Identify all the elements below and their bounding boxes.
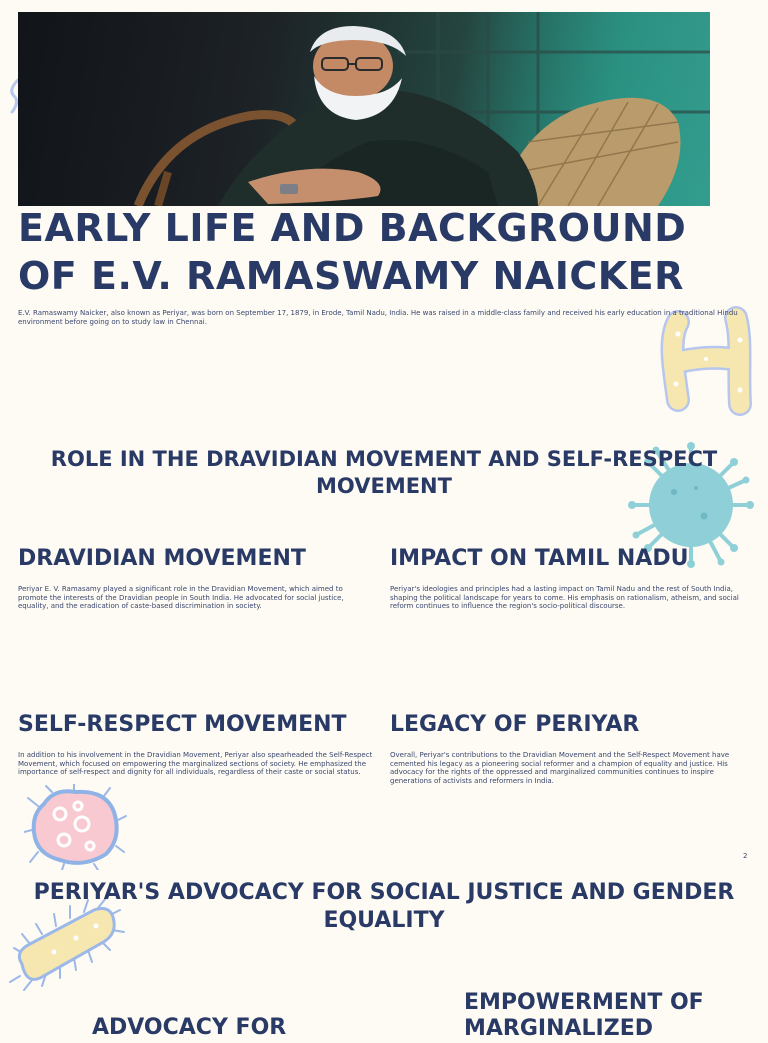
text-legacy-of-periyar: Overall, Periyar's contributions to the Dravidian Movement and the Self-Respect Movement have cemented his legacy as a pioneering social reformer and a champion of equality and justice. His advocacy for the rights of the oppressed and marginalized communities continues to inspire generations of activists and reformers in India. (390, 751, 730, 785)
heading-empowerment-of: EMPOWERMENT OF (464, 990, 704, 1015)
heading-self-respect-movement: SELF-RESPECT MOVEMENT (18, 712, 347, 737)
page-number: 2 (743, 852, 748, 860)
heading-impact-on-tamil-nadu: IMPACT ON TAMIL NADU (390, 546, 689, 571)
text-self-respect-movement: In addition to his involvement in the Dravidian Movement, Periyar also spearheaded the Self-Respect Movement, which focused on empowering the marginalized sections of society. He emphasized the importance of self-respect and dignity for all individuals, regardless of their caste or social status. (18, 751, 373, 776)
portrait-photo-icon (18, 12, 710, 206)
hero-portrait-image (18, 12, 710, 206)
slide-title-early-life: EARLY LIFE AND BACKGROUND OF E.V. RAMASWAMY NAICKER (18, 206, 687, 298)
heading-advocacy-for: ADVOCACY FOR (92, 1015, 287, 1040)
slide-title-dravidian-role: ROLE IN THE DRAVIDIAN MOVEMENT AND SELF-RESPECT MOVEMENT (50, 447, 718, 498)
slide-title-social-justice: PERIYAR'S ADVOCACY FOR SOCIAL JUSTICE AND GENDER EQUALITY (33, 880, 735, 933)
text-dravidian-movement: Periyar E. V. Ramasamy played a significant role in the Dravidian Movement, which aimed to promote the interests of the Dravidian people in South India. He advocated for social justice, equality, and the eradication of caste-based discrimination in society. (18, 585, 344, 610)
heading-dravidian-movement: DRAVIDIAN MOVEMENT (18, 546, 306, 571)
early-life-body-text: E.V. Ramaswamy Naicker, also known as Periyar, was born on September 17, 1879, in Erode, Tamil Nadu, India. He was raised in a middle-class family and received his early education in a traditional Hindu environment before going on to study law in Chennai. (18, 309, 738, 326)
text-impact-on-tamil-nadu: Periyar's ideologies and principles had a lasting impact on Tamil Nadu and the rest of South India, shaping the political landscape for years to come. His emphasis on rationalism, atheism, and social reform continues to influence the region's socio-political discourse. (390, 585, 739, 610)
pink-cell-germ-icon (24, 784, 128, 870)
heading-legacy-of-periyar: LEGACY OF PERIYAR (390, 712, 640, 737)
heading-marginalized: MARGINALIZED (464, 1016, 653, 1041)
